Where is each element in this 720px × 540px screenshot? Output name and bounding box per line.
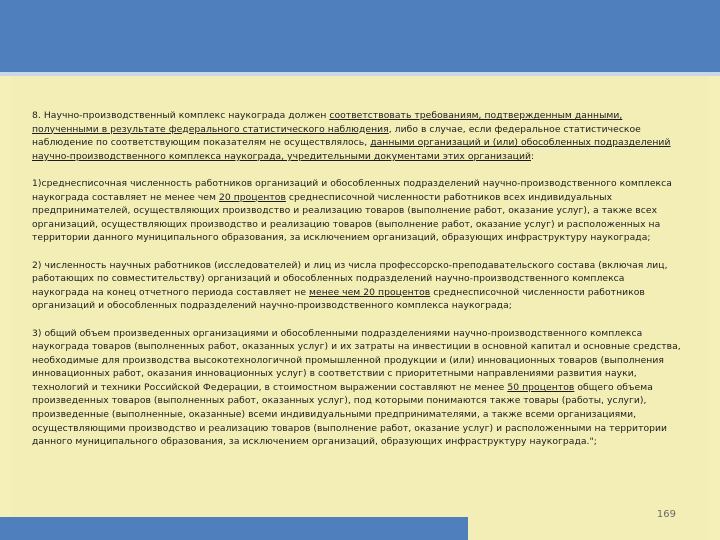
text-run: среднесписочной численности работников организаций и обособленных подразделений научно-производственного комплекса наукограда;: [32, 286, 645, 312]
footer-bar: [0, 517, 468, 540]
text-run: 2) численность научных работников (исследователей) и лиц из числа профессорско-преподавательского состава (включая лиц, работающих по совместительству) организаций и обособленных подразделений научно-производственного комплекса наукограда на конец отчетного периода составляет не: [32, 259, 668, 298]
text-run: :: [531, 150, 535, 162]
text-run: 3) общий объем произведенных организациями и обособленными подразделениями научно-производственного комплекса наукограда товаров (выполненных работ, оказанных услуг) и их затраты на инвестиции в основной капитал и основные средства, необходимые для производства высокотехнологичной промышленной продукции и (или) инновационных товаров (выполнения инновационных работ, оказания инновационных услуг) в соответствии с приоритетными направлениями развития науки, технологий и техники Российской Федерации, в стоимостном выражении составляют не менее: [32, 327, 681, 393]
paragraph-4: [32, 327, 682, 449]
underlined-text: менее чем 20 процентов: [309, 286, 431, 298]
text-run: общего объема произведенных товаров (выполненных работ, оказанных услуг), под которыми понимаются также товары (работы, услуги), произведенные (выполненные, оказанные) всеми индивидуальными предпринимателями, а также всеми организациями, осуществляющими производство и реализацию товаров (выполнение работ, оказание услуг) и расположенными на территории данного муниципального образования, за исключением организаций, образующих инфраструктуру наукограда.";: [32, 381, 668, 448]
paragraph-1: [32, 109, 682, 163]
text-run: 8. Научно-производственный комплекс наукограда должен: [32, 110, 330, 121]
document-text: [32, 109, 682, 462]
underlined-text: 50 процентов: [507, 381, 575, 393]
underlined-text: соответствовать требованиям, подтвержденным данными, полученными в результате федерального статистического наблюдения: [32, 110, 623, 135]
page-number: 169: [656, 509, 676, 520]
underlined-text: данными организаций и (или) обособленных подразделений научно-производственного комплекса наукограда, учредительными документами этих организаций: [32, 137, 671, 162]
paragraph-3: [32, 259, 682, 313]
text-run: среднесписочной численности работников всех индивидуальных предпринимателей, осуществляющих производство и реализацию товаров (выполнение работ, оказание услуг), а также всех организаций, осуществляющих производство и реализацию товаров (выполнение работ, оказание услуг) и расположенных на территории данного муниципального образования, за исключением организаций, образующих инфраструктуру наукограда;: [32, 191, 661, 244]
text-run: , либо в случае, если федеральное статистическое наблюдение по соответствующим показателям не осуществлялось,: [32, 123, 641, 149]
text-run: 1)среднесписочная численность работников организаций и обособленных подразделений научно-производственного комплекса наукограда составляет не менее чем: [32, 177, 672, 203]
header-banner: [0, 0, 720, 72]
underlined-text: 20 процентов: [218, 191, 286, 203]
paragraph-2: [32, 177, 682, 245]
